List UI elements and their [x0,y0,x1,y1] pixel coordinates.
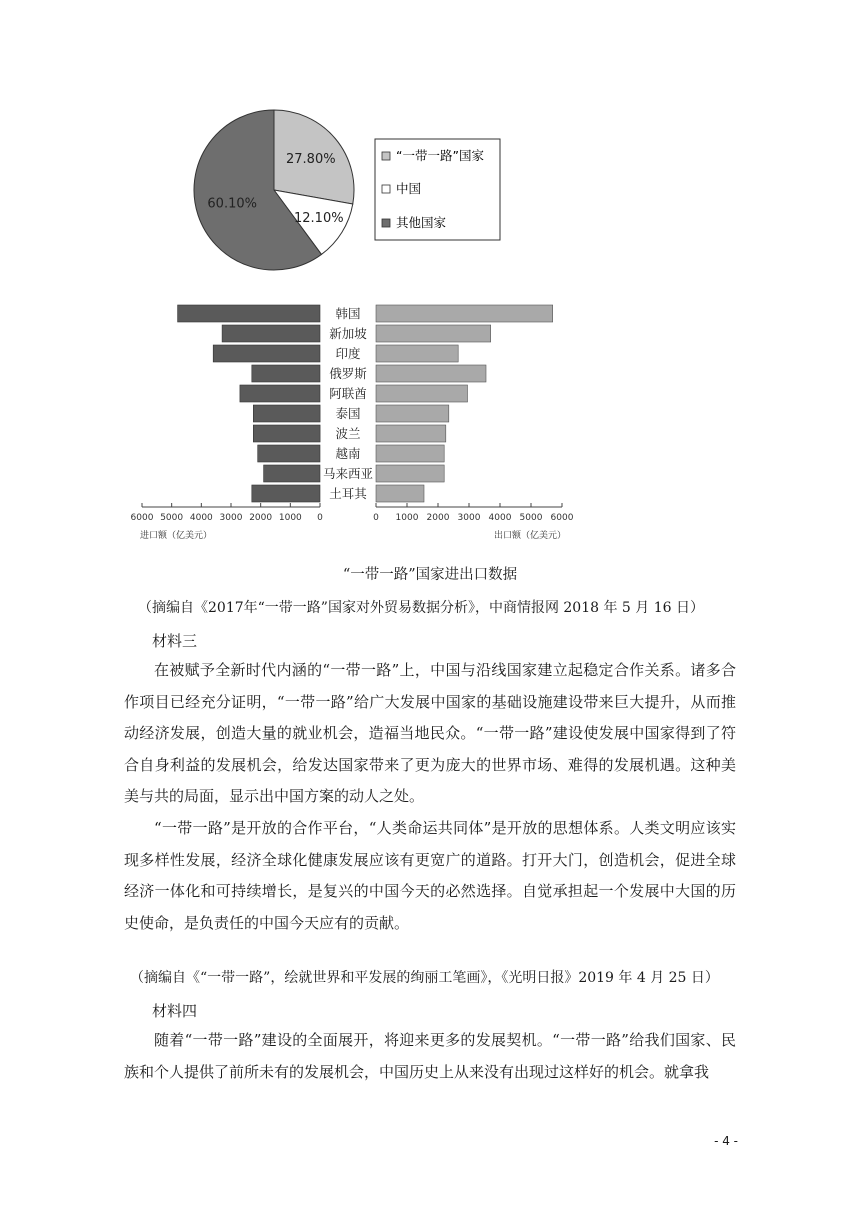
legend-label-belt-road: “一带一路”国家 [396,148,484,163]
material4-paragraph-1: 随着“一带一路”建设的全面展开，将迎来更多的发展契机。“一带一路”给我们国家、民族和个人提供了前所未有的发展机会，中国历史上从来没有出现过这样好的机会。就拿我 [124,1031,736,1081]
import-bar [253,425,320,442]
category-label: 印度 [335,346,361,361]
left-tick-label: 3000 [219,513,243,523]
export-bar [376,305,553,322]
right-axis-label: 出口额（亿美元） [494,531,567,541]
left-tick-label: 2000 [249,513,273,523]
import-bar [264,465,320,482]
legend-swatch-belt-road [382,152,390,160]
source-citation-2: （摘编自《“一带一路”，绘就世界和平发展的绚丽工笔画》，《光明日报》2019 年 4 月 25 日） [130,970,719,986]
pie-legend [375,139,500,240]
right-tick-label: 6000 [550,513,574,523]
legend-swatch-others [382,219,390,227]
right-tick-label: 2000 [426,513,450,523]
right-tick-label: 1000 [395,513,419,523]
category-label: 土耳其 [329,486,367,501]
legend-label-others: 其他国家 [396,215,447,230]
category-label: 俄罗斯 [329,366,367,381]
category-label: 马来西亚 [322,466,374,481]
page-number: - 4 - [714,1134,738,1148]
import-bar [222,325,320,342]
category-label: 韩国 [335,306,361,321]
import-bar [253,405,320,422]
import-bar [178,305,320,322]
left-tick-label: 1000 [278,513,302,523]
export-bar [376,445,444,462]
left-tick-label: 6000 [130,513,154,523]
import-bar [252,485,320,502]
bar-chart [0,295,860,555]
pie-label-belt-road: 27.80% [286,152,336,168]
left-tick-label: 0 [317,513,323,523]
material4-heading: 材料四 [152,1002,198,1020]
left-axis-label: 进口额（亿美元） [140,531,213,541]
import-bar [252,365,320,382]
export-bar [376,385,468,402]
legend-label-china: 中国 [396,181,422,196]
import-bar [258,445,320,462]
pie-chart [0,0,860,290]
right-tick-label: 0 [373,513,379,523]
material3-paragraph-2: “一带一路”是开放的合作平台，“人类命运共同体”是开放的思想体系。人类文明应该实现多样性发展，经济全球化健康发展应该有更宽广的道路。打开大门，创造机会，促进全球经济一体化和可持续增长，是复兴的中国今天的必然选择。自觉承担起一个发展中大国的历史使命，是负责任的中国今天应有的贡献。 [124,819,736,932]
export-bar [376,345,458,362]
right-tick-label: 3000 [457,513,481,523]
import-bar [213,345,320,362]
source-citation-1: （摘编自《2017年“一带一路”国家对外贸易数据分析》，中商情报网 2018 年 5 月 16 日） [138,600,704,616]
export-bar [376,425,446,442]
pie-label-others: 60.10% [207,196,257,212]
chart-caption: “一带一路”国家进出口数据 [342,567,518,583]
left-tick-label: 5000 [160,513,184,523]
pie-label-china: 12.10% [294,210,344,226]
export-bar [376,485,424,502]
legend-swatch-china [382,185,390,193]
export-bar [376,405,449,422]
import-bar [240,385,320,402]
material3-paragraph-1: 在被赋予全新时代内涵的“一带一路”上，中国与沿线国家建立起稳定合作关系。诸多合作项目已经充分证明，“一带一路”给广大发展中国家的基础设施建设带来巨大提升，从而推动经济发展，创造大量的就业机会，造福当地民众。“一带一路”建设使发展中国家得到了符合自身利益的发展机会，给发达国家带来了更为庞大的世界市场、难得的发展机遇。这种美美与共的局面，显示出中国方案的动人之处。 [124,661,736,806]
category-label: 新加坡 [329,326,367,341]
export-bar [376,325,491,342]
export-bar [376,365,486,382]
export-bar [376,465,444,482]
left-tick-label: 4000 [189,513,213,523]
category-label: 泰国 [335,406,361,421]
right-tick-label: 5000 [519,513,543,523]
right-tick-label: 4000 [488,513,512,523]
category-label: 阿联酋 [329,386,367,401]
category-label: 越南 [335,446,361,461]
material3-heading: 材料三 [152,632,198,650]
category-label: 波兰 [335,426,361,441]
